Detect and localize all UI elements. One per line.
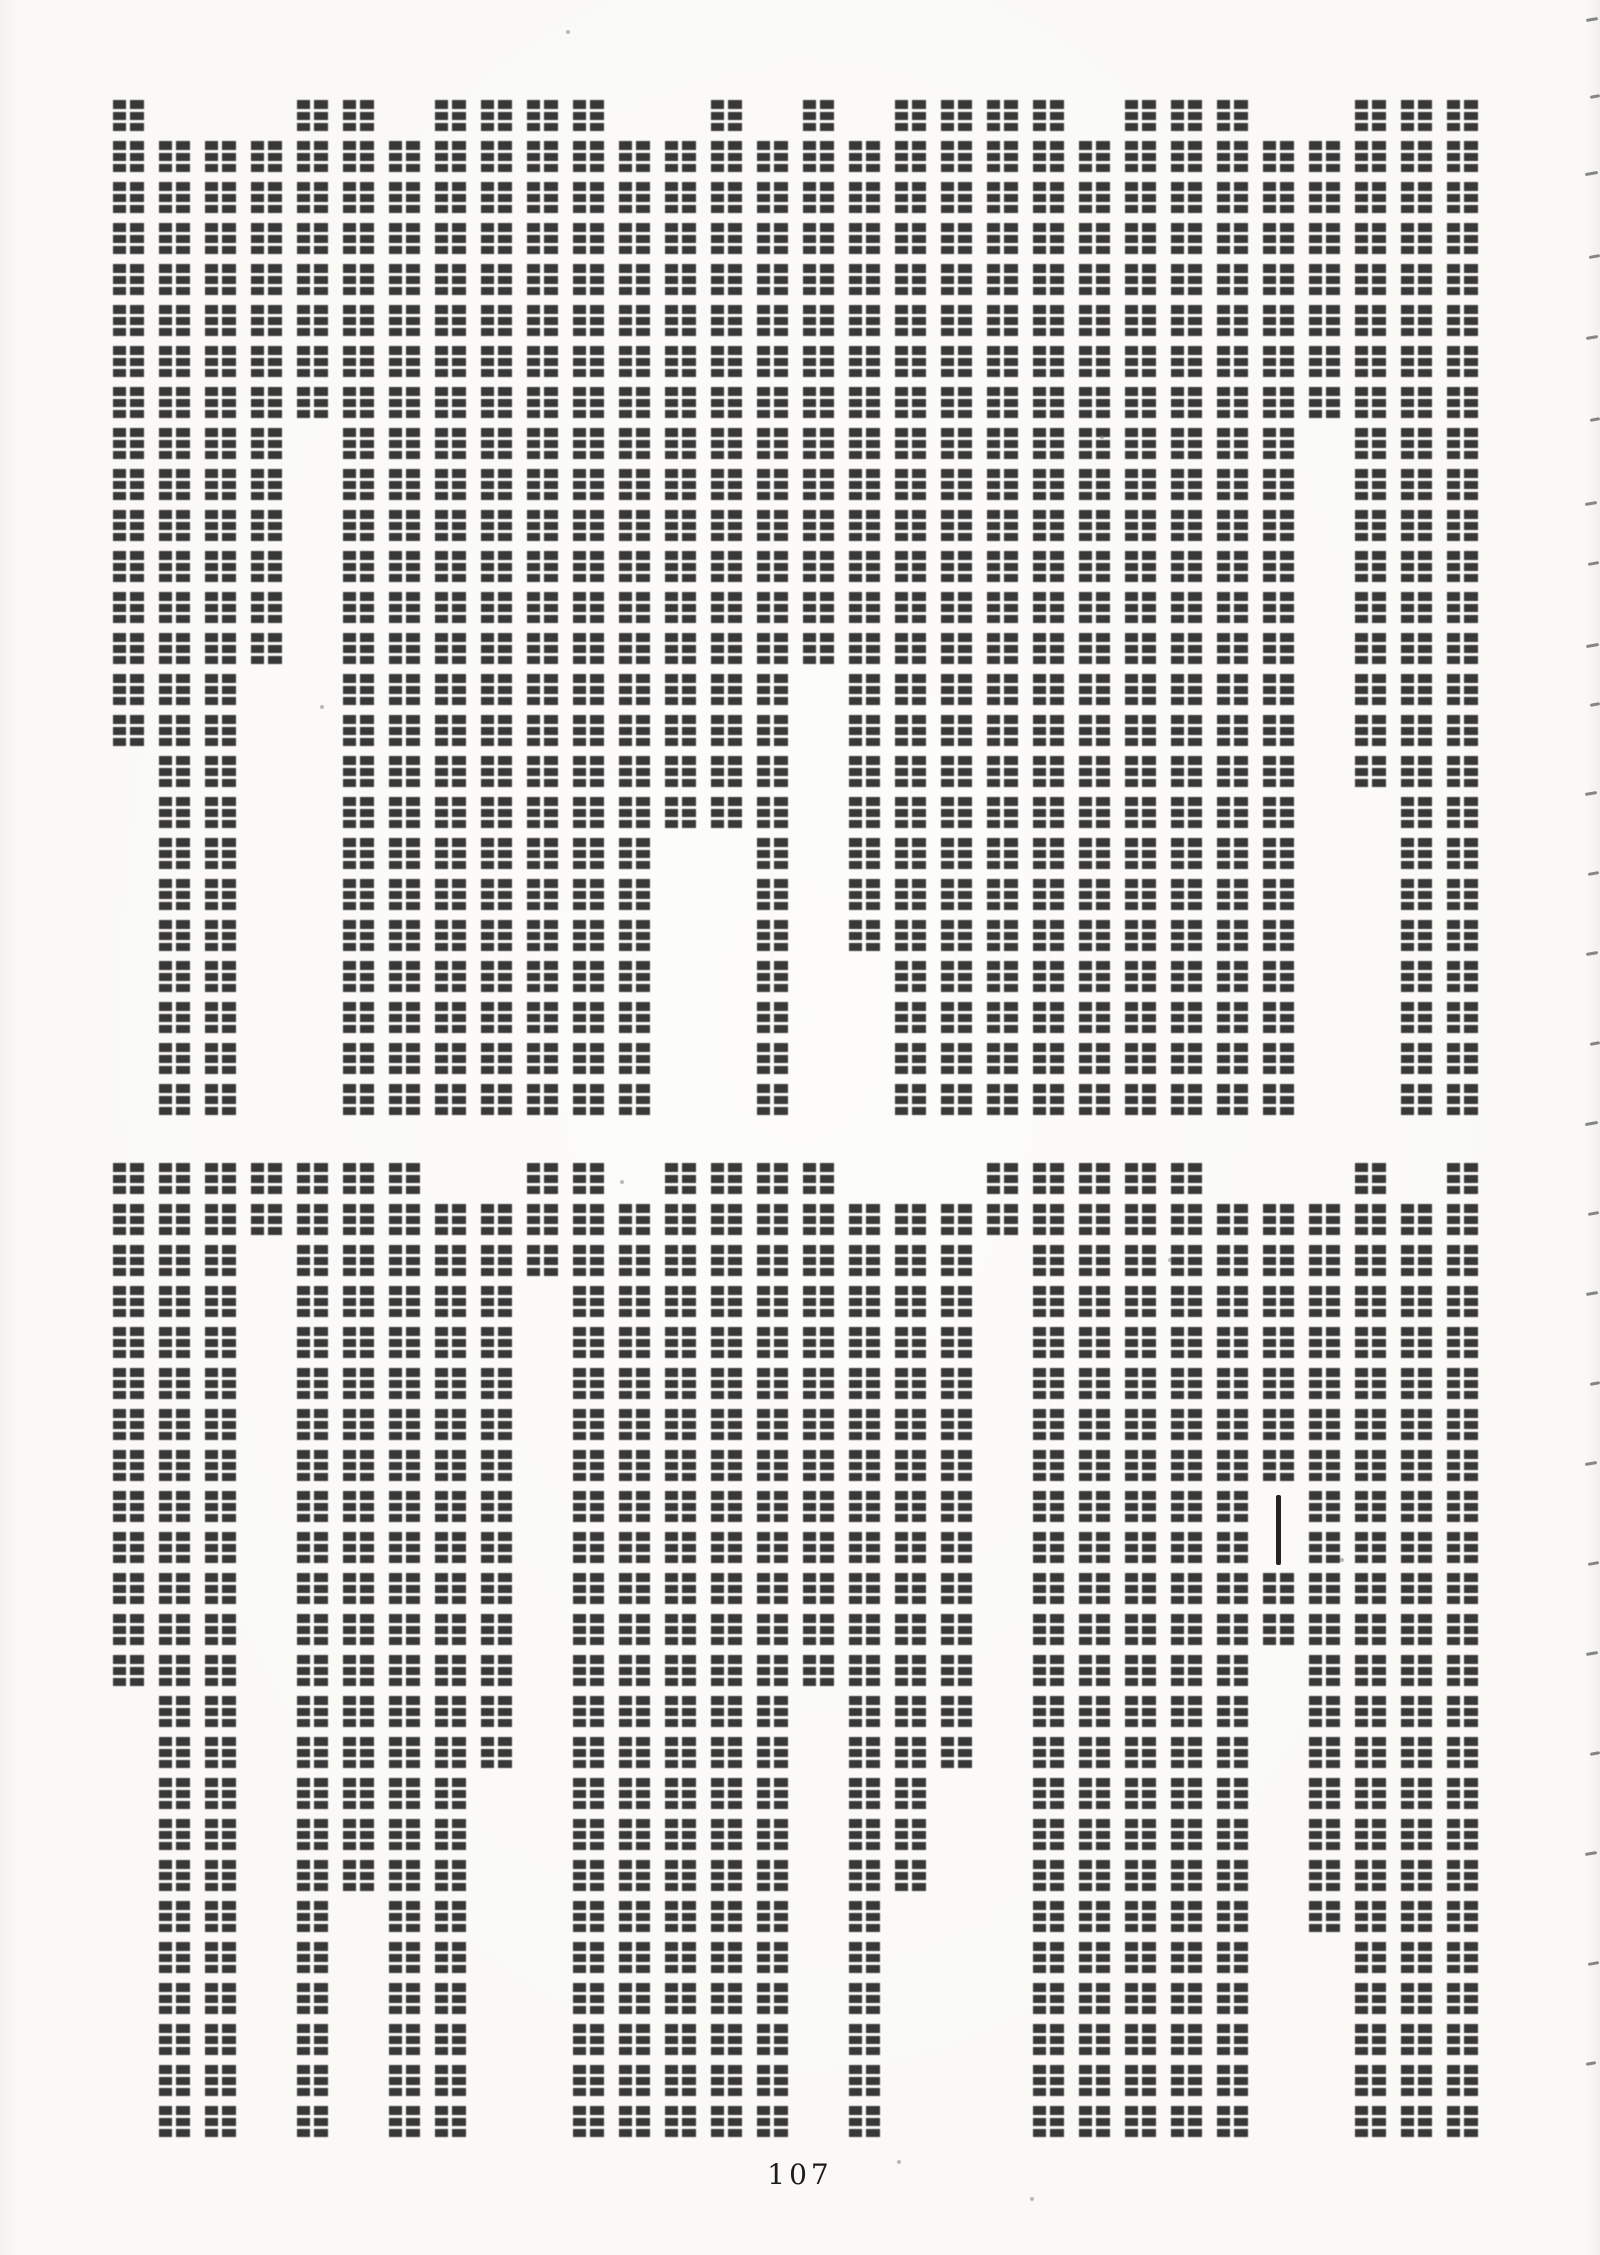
redacted-text-column bbox=[1263, 1204, 1294, 1655]
redacted-text-column bbox=[987, 1163, 1018, 1245]
redacted-text-column bbox=[343, 1163, 374, 1901]
redacted-text-run bbox=[1447, 1163, 1478, 2137]
redacted-text-run bbox=[159, 1163, 190, 2137]
redacted-text-run bbox=[1217, 100, 1248, 1115]
scan-mark bbox=[1586, 1291, 1598, 1296]
redacted-text-run bbox=[757, 1163, 788, 2137]
redacted-text-run bbox=[1263, 1573, 1294, 1645]
redacted-text-column bbox=[849, 1204, 880, 2147]
page-number: 107 bbox=[767, 2158, 833, 2191]
redacted-text-column bbox=[1079, 141, 1110, 1125]
redacted-text-run bbox=[389, 141, 420, 1115]
redacted-text-run bbox=[1171, 1163, 1202, 2137]
scan-mark bbox=[1585, 791, 1597, 796]
scan-mark bbox=[1588, 1961, 1599, 1966]
redacted-text-column bbox=[619, 141, 650, 1125]
redacted-text-run bbox=[159, 141, 190, 1115]
redacted-text-column bbox=[619, 1204, 650, 2147]
scan-speck bbox=[1100, 435, 1104, 439]
redacted-text-run bbox=[619, 1204, 650, 2137]
redacted-text-run bbox=[1171, 100, 1202, 1115]
scan-mark bbox=[1586, 17, 1598, 22]
redacted-text-run bbox=[757, 141, 788, 1115]
redacted-text-column bbox=[1033, 1163, 1064, 2147]
redacted-text-column bbox=[711, 1163, 742, 2147]
redacted-text-run bbox=[1401, 1204, 1432, 2137]
redacted-text-column bbox=[481, 100, 512, 1125]
redacted-text-run bbox=[987, 1163, 1018, 1235]
scan-mark bbox=[1586, 1651, 1598, 1656]
redacted-text-column bbox=[573, 100, 604, 1125]
redacted-text-run bbox=[113, 100, 144, 746]
scan-mark bbox=[1585, 1121, 1598, 1126]
redacted-text-column bbox=[205, 1163, 236, 2147]
redacted-text-column bbox=[573, 1163, 604, 2147]
redacted-text-column bbox=[1263, 141, 1294, 1125]
redacted-text-run bbox=[1079, 1163, 1110, 2137]
scan-mark bbox=[1590, 94, 1600, 99]
scan-mark bbox=[1586, 951, 1598, 956]
redacted-text-run bbox=[711, 1163, 742, 2137]
redacted-text-run bbox=[1355, 1163, 1386, 2137]
text-block-bottom bbox=[102, 1163, 1482, 2147]
scan-mark bbox=[1586, 643, 1599, 648]
scan-speck bbox=[620, 1180, 624, 1184]
redacted-text-run bbox=[941, 1204, 972, 1768]
scan-speck bbox=[1030, 2197, 1034, 2201]
redacted-text-column bbox=[1355, 1163, 1386, 2147]
redacted-text-column bbox=[527, 100, 558, 1125]
redacted-text-run bbox=[711, 100, 742, 828]
redacted-text-run bbox=[113, 1163, 144, 1686]
redacted-text-column bbox=[665, 1163, 696, 2147]
redacted-text-column bbox=[1401, 1204, 1432, 2147]
redacted-text-column bbox=[1355, 100, 1386, 797]
scan-mark bbox=[1590, 702, 1600, 707]
redacted-text-column bbox=[757, 1163, 788, 2147]
redacted-text-column bbox=[1079, 1163, 1110, 2147]
redacted-text-column bbox=[757, 141, 788, 1125]
redacted-text-column bbox=[1125, 100, 1156, 1125]
redacted-text-column bbox=[1309, 1204, 1340, 1942]
redacted-text-column bbox=[343, 100, 374, 1125]
redacted-text-run bbox=[1217, 1204, 1248, 2137]
redacted-text-run bbox=[435, 1204, 466, 2137]
scan-speck bbox=[320, 705, 324, 709]
scan-mark bbox=[1585, 1461, 1597, 1466]
redacted-text-column bbox=[251, 141, 282, 674]
redacted-text-column bbox=[113, 100, 144, 756]
scan-mark bbox=[1588, 561, 1599, 566]
redacted-text-column bbox=[159, 141, 190, 1125]
redacted-text-run bbox=[1263, 141, 1294, 1115]
redacted-text-column bbox=[159, 1163, 190, 2147]
redacted-text-run bbox=[803, 100, 834, 664]
redacted-text-run bbox=[205, 1163, 236, 2137]
redacted-text-run bbox=[205, 141, 236, 1115]
redacted-text-run bbox=[1125, 1163, 1156, 2137]
scan-mark bbox=[1590, 417, 1600, 422]
redacted-text-run bbox=[297, 100, 328, 418]
redacted-text-column bbox=[941, 100, 972, 1125]
redacted-text-column bbox=[803, 100, 834, 674]
scan-mark bbox=[1590, 1041, 1600, 1046]
redacted-text-run bbox=[1079, 141, 1110, 1115]
text-block-top bbox=[102, 100, 1482, 1125]
redacted-text-column bbox=[1217, 100, 1248, 1125]
redacted-text-column bbox=[389, 141, 420, 1125]
scan-speck bbox=[897, 2160, 901, 2164]
redacted-text-column bbox=[1309, 141, 1340, 428]
redacted-text-run bbox=[1033, 1163, 1064, 2137]
redacted-text-run bbox=[573, 1163, 604, 2137]
redacted-text-column bbox=[895, 100, 926, 1125]
redacted-text-run bbox=[343, 100, 374, 1115]
redacted-text-column bbox=[941, 1204, 972, 1778]
redacted-text-run bbox=[251, 1163, 282, 1235]
redacted-text-column bbox=[205, 141, 236, 1125]
redacted-text-run bbox=[987, 100, 1018, 1115]
redacted-text-column bbox=[389, 1163, 420, 2147]
redacted-text-column bbox=[297, 1163, 328, 2147]
redacted-text-run bbox=[1309, 1204, 1340, 1932]
redacted-text-run bbox=[435, 100, 466, 1115]
redacted-text-run bbox=[1447, 100, 1478, 1115]
redacted-text-run bbox=[849, 1204, 880, 2137]
redacted-text-run bbox=[1263, 1204, 1294, 1481]
redacted-text-run bbox=[619, 141, 650, 1115]
redacted-text-column bbox=[435, 100, 466, 1125]
redacted-text-run bbox=[803, 1163, 834, 1686]
scan-speck bbox=[1168, 1258, 1172, 1262]
scan-mark bbox=[1585, 1851, 1597, 1856]
redacted-text-column bbox=[987, 100, 1018, 1125]
redacted-text-column bbox=[1125, 1163, 1156, 2147]
redacted-text-column bbox=[527, 1163, 558, 1286]
redacted-text-run bbox=[1309, 141, 1340, 418]
scan-speck bbox=[1340, 1558, 1344, 1562]
redacted-text-column bbox=[1171, 100, 1202, 1125]
scan-mark bbox=[1586, 335, 1598, 340]
redacted-text-run bbox=[665, 1163, 696, 2137]
scan-mark bbox=[1589, 254, 1600, 259]
redacted-text-column bbox=[251, 1163, 282, 1245]
redacted-text-column bbox=[297, 100, 328, 428]
redacted-text-column bbox=[1447, 100, 1478, 1125]
redacted-text-run bbox=[481, 100, 512, 1115]
redacted-text-run bbox=[895, 1204, 926, 1891]
redacted-text-run bbox=[527, 100, 558, 1115]
scan-mark bbox=[1590, 1381, 1600, 1386]
redacted-text-run bbox=[941, 100, 972, 1115]
redacted-text-column bbox=[1217, 1204, 1248, 2147]
redacted-text-run bbox=[389, 1163, 420, 2137]
redacted-text-run bbox=[665, 141, 696, 828]
redacted-text-run bbox=[1401, 100, 1432, 1115]
redacted-text-column bbox=[895, 1204, 926, 1901]
redacted-text-column bbox=[435, 1204, 466, 2147]
redacted-text-run bbox=[297, 1163, 328, 2137]
redacted-text-run bbox=[481, 1204, 512, 1768]
redacted-text-column bbox=[803, 1163, 834, 1696]
redacted-text-column bbox=[1033, 100, 1064, 1125]
scan-mark bbox=[1588, 1211, 1599, 1216]
scan-mark bbox=[1588, 1561, 1599, 1566]
redacted-text-column bbox=[481, 1204, 512, 1778]
redacted-text-column bbox=[1401, 100, 1432, 1125]
redacted-text-run bbox=[527, 1163, 558, 1276]
redacted-text-column bbox=[113, 1163, 144, 1696]
redacted-text-run bbox=[895, 100, 926, 1115]
scan-mark bbox=[1585, 171, 1598, 176]
scan-mark bbox=[1585, 501, 1597, 506]
redacted-text-column bbox=[1447, 1163, 1478, 2147]
redacted-text-run bbox=[251, 141, 282, 664]
redacted-text-run bbox=[849, 141, 880, 951]
scan-speck bbox=[566, 30, 570, 34]
redacted-text-run bbox=[573, 100, 604, 1115]
redacted-text-run bbox=[1355, 100, 1386, 787]
redacted-text-run bbox=[1033, 100, 1064, 1115]
scan-mark bbox=[1590, 1751, 1600, 1756]
redacted-text-column bbox=[711, 100, 742, 838]
redacted-text-run bbox=[1125, 100, 1156, 1115]
redacted-text-column bbox=[1171, 1163, 1202, 2147]
long-dash-stroke bbox=[1276, 1495, 1281, 1565]
redacted-text-column bbox=[665, 141, 696, 838]
redacted-text-column bbox=[849, 141, 880, 961]
scan-mark bbox=[1588, 871, 1599, 876]
redacted-text-run bbox=[343, 1163, 374, 1891]
scan-mark bbox=[1586, 2061, 1596, 2066]
